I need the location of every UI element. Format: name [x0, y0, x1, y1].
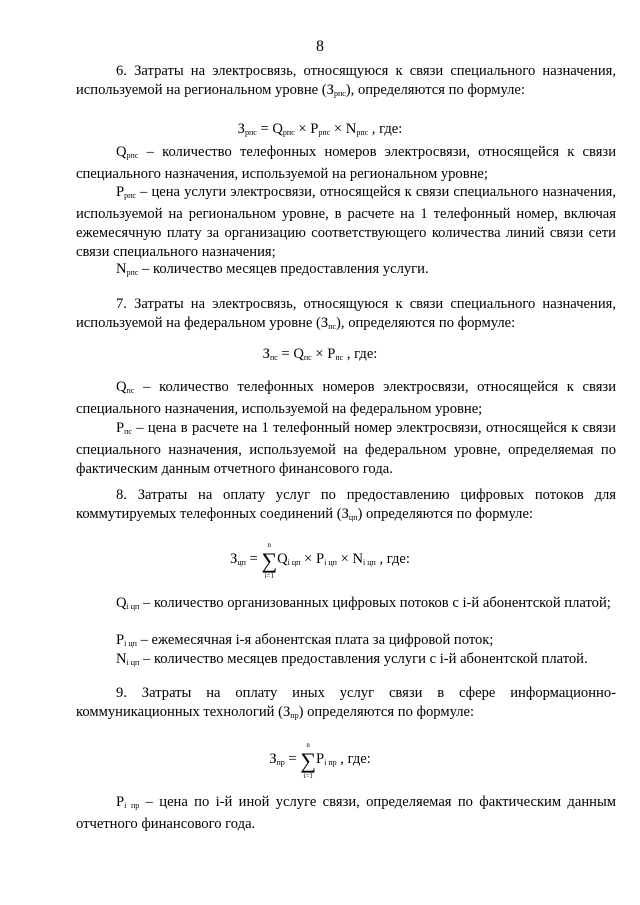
summation-symbol: n ∑ i=1 — [261, 541, 278, 580]
summation-symbol: n ∑ i=1 — [300, 741, 316, 780]
section-9-formula: $З_{пр}$ = n ∑ i=1 $P_{i пр}$ , где: — [269, 741, 371, 780]
definition-p-ps: $P_{пс}$ – цена в расчете на 1 телефонный номер электросвязи, относящейся к связи специального назначения, используемой на федеральном уровне, определяемая по фактическим данным отчетного финансового года. — [76, 420, 616, 477]
definition-q-tsp: $Q_{i цп}$ – количество организованных цифровых потоков с i-й абонентской платой; — [116, 595, 611, 611]
section-6-intro: 6. Затраты на электросвязь, относящуюся к связи специального назначения, используемой на региональном уровне $(З_{рпс})$, определяются по формуле: — [76, 63, 616, 98]
definition-q-rps: $Q_{рпс}$ – количество телефонных номеров электросвязи, относящейся к связи специального назначения, используемой на региональном уровне; — [76, 144, 616, 182]
definition-n-tsp: $N_{i цп}$ – количество месяцев предоставления услуги с i-й абонентской платой. — [116, 651, 588, 667]
definition-p-pr: $P_{i пр}$ – цена по i-й иной услуге связи, определяемая по фактическим данным отчетного финансового года. — [76, 794, 616, 832]
definition-n-rps: $N_{рпс}$ – количество месяцев предоставления услуги. — [116, 261, 429, 277]
section-6-formula: $З_{рпс} = Q_{рпс} \times P_{рпс} \times N_{рпс}$ , где: — [237, 121, 403, 137]
section-8-intro: 8. Затраты на оплату услуг по предоставлению цифровых потоков для коммутируемых телефонных соединений $(З_{цп})$ определяются по формуле: — [76, 487, 616, 522]
definition-q-ps: $Q_{пс}$ – количество телефонных номеров электросвязи, относящейся к связи специального назначения, используемой на федеральном уровне; — [76, 379, 616, 417]
definition-p-tsp: $P_{i цп}$ – ежемесячная i-я абонентская плата за цифровой поток; — [116, 632, 494, 648]
section-9-intro: 9. Затраты на оплату иных услуг связи в сфере информационно-коммуникационных технологий $(З_{пр})$ определяются по формуле: — [76, 685, 616, 720]
section-7-intro: 7. Затраты на электросвязь, относящуюся к связи специального назначения, используемой на федеральном уровне $(З_{пс})$, определяются по формуле: — [76, 296, 616, 331]
section-7-formula: $З_{пс} = Q_{пс} \times P_{пс}$ , где: — [262, 346, 378, 362]
section-8-formula: $З_{цп}$ = n ∑ i=1 $Q_{i цп} \times P_{i цп} \times N_{i цп}$ , где: — [230, 541, 410, 580]
page-number: 8 — [316, 38, 324, 55]
definition-p-rps: $P_{рпс}$ – цена услуги электросвязи, относящейся к связи специального назначения, используемой на региональном уровне, в расчете на 1 телефонный номер, включая ежемесячную плату за организацию соответствующего количества линий связи сети связи специального назначения; — [76, 184, 616, 260]
